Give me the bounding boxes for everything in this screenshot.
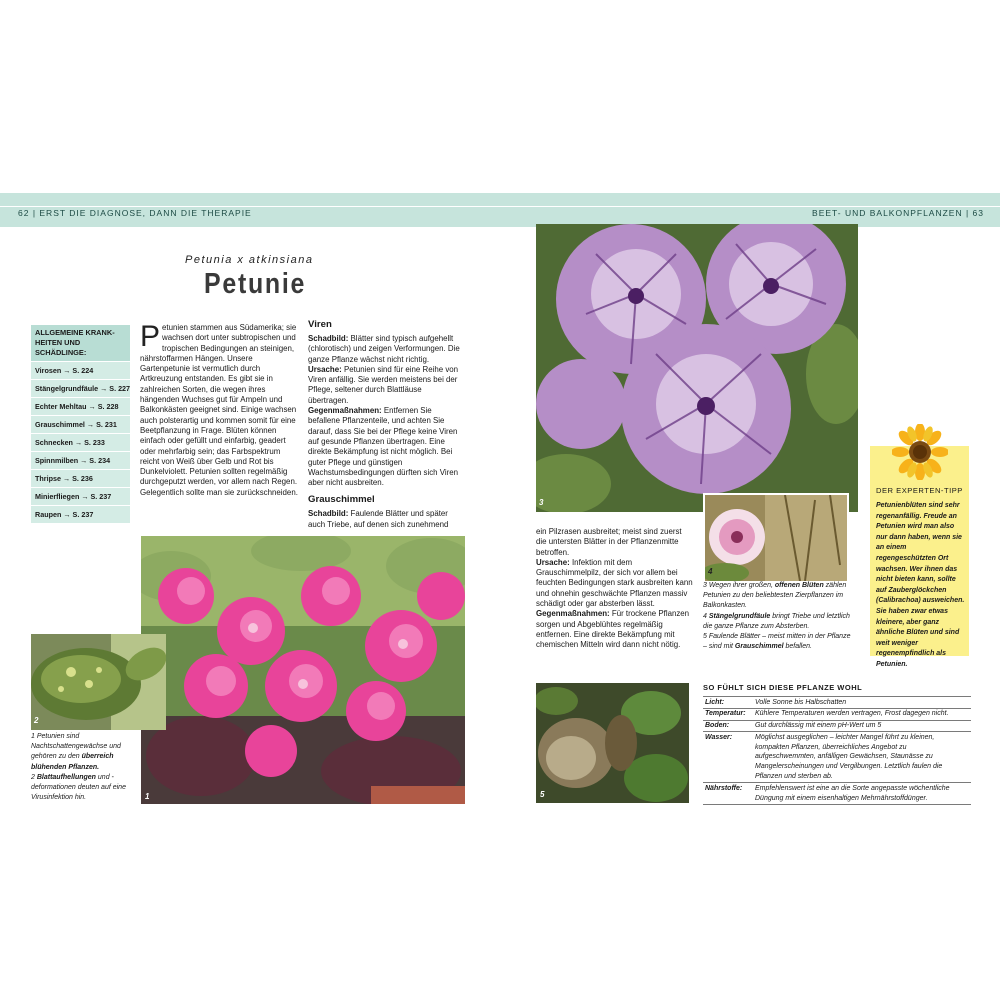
latin-name: Petunia x atkinsiana (185, 254, 314, 266)
label-schadbild: Schadbild: (308, 334, 349, 343)
caption-right (703, 581, 853, 652)
care-table (703, 696, 971, 805)
sidebar-item: Thripse → S. 236 (31, 469, 130, 487)
sidebar-item: Minierfliegen → S. 237 (31, 487, 130, 505)
photo-number: 2 (34, 716, 39, 725)
care-value: Volle Sonne bis Halbschatten (753, 697, 971, 709)
photo-virus-leaf (31, 634, 166, 730)
caption-5: 5 Faulende Blätter – meist mitten in der Pflanze – sind mit Grauschimmel befallen. (703, 633, 851, 651)
sidebar-item: Schnecken → S. 233 (31, 433, 130, 451)
caption-2: 2 Blattaufhellungen und -deformationen deuten auf eine Virusinfektion hin. (31, 773, 126, 802)
grau-schadbild: Faulende Blätter und später auch Triebe, auf denen sich zunehmend (308, 509, 449, 529)
table-row (703, 783, 971, 805)
caption-4: 4 Stängelgrundfäule bringt Triebe und letztlich die ganze Pflanze zum Absterben. (703, 612, 850, 630)
sidebar-item: Echter Mehltau → S. 228 (31, 397, 130, 415)
tip-body: Petunienblüten sind sehr regenanfällig. Freude an Petunien wird man also nur dann haben, wenn sie an einem regengeschützten Ort wachsen. Wer ihnen das nicht bieten kann, sollte auf Zauberglöckchen (Calibrachoa) ausweichen. Sie haben zwar etwas kleinere, aber ganz ähnliche Blüten und sind weit weniger regenempfindlich als Petunien. (876, 502, 965, 668)
running-header-left: 62 | ERST DIE DIAGNOSE, DANN DIE THERAPIE (18, 208, 252, 218)
sunflower-icon (892, 424, 948, 480)
drop-cap: P (140, 320, 161, 353)
photo-number: 3 (539, 498, 544, 507)
sidebar-item: Grauschimmel → S. 231 (31, 415, 130, 433)
photo-grey-mould (536, 683, 689, 803)
header-divider (0, 206, 1000, 207)
table-row (703, 720, 971, 732)
viren-ursache: Petunien sind für eine Reihe von Viren anfällig. Sie werden meistens bei der Pflege, seltener durch Blattläuse übertragen. (308, 364, 459, 405)
grau-ursache: Infektion mit dem Grauschimmelpilz, der sich vor allem bei feuchten Bedingungen stark ausbreiten kann und ohnehin geschwächte Pflanzen massiv schädigt oder gar absterben lässt. (536, 557, 693, 609)
grau-schadbild-cont: ein Pilzrasen ausbreitet; meist sind zuerst die untersten Blätter in der Pflanzenmitte betroffen. (536, 527, 682, 557)
table-row (703, 732, 971, 783)
sidebar-item: Stängelgrundfäule → S. 227 (31, 379, 130, 397)
sidebar-item: Spinnmilben → S. 234 (31, 451, 130, 469)
table-row (703, 708, 971, 720)
intro-paragraph: etunien stammen aus Südamerika; sie wachsen dort unter subtropischen und tropischen Bedingungen an steinigen, nährstoffarmen Hängen. Unsere Gartenpetunie ist vermutlich durch Artkreuzung entstanden. Es gibt sie in zahlreichen Sorten, die wegen ihres hängenden Wuchses gut für Ampeln und Balkonkästen geeignet sind. Einige wachsen auch polsterartig und kommen somit für eine Beetpflanzung in Frage. Blüten können einfach oder gefüllt und einfarbig, geadert oder mehrfarbig sein; das Farbspektrum reicht von Weiß über Gelb und Rot bis Dunkelviolett. Petunien sollten regelmäßig durchgeputzt werden, vor allem nach Regen. Gelegentlich sollte man sie zurückschneiden. (140, 323, 298, 497)
sidebar-item: Raupen → S. 237 (31, 505, 130, 523)
care-key: Temperatur: (703, 708, 753, 720)
viren-schadbild: Blätter sind typisch aufgehellt (chlorotisch) und zeigen Verformungen. Die ganze Pflanze wächst nicht richtig. (308, 334, 460, 364)
photo-number: 4 (708, 567, 713, 576)
caption-1: 1 Petunien sind Nachtschattengewächse und gehören zu den überreich blühenden Pflanzen. (31, 733, 121, 771)
care-heading: SO FÜHLT SICH DIESE PFLANZE WOHL (703, 683, 863, 692)
label-gegenmassnahmen: Gegenmaßnahmen: (308, 406, 382, 416)
sidebar-heading: ALLGEMEINE KRANK-HEITEN UND SCHÄDLINGE: (31, 325, 130, 361)
photo-stem-rot (703, 493, 849, 583)
care-key: Wasser: (703, 732, 753, 783)
section-heading-grauschimmel: Grauschimmel (308, 494, 375, 506)
photo-purple-petunias (536, 224, 858, 512)
care-value: Kühlere Temperaturen werden vertragen, Frost dagegen nicht. (753, 708, 971, 720)
grauschimmel-continued (536, 527, 694, 651)
tip-heading: DER EXPERTEN-TIPP (876, 486, 963, 495)
disease-column (308, 319, 462, 530)
sidebar-item: Virosen → S. 224 (31, 361, 130, 379)
care-value: Möglichst ausgeglichen – leichter Mangel führt zu kleinen, kompakten Pflanzen, überreichliches Angebot zu aufgeschwemmten, anfälligen Gewächsen, Staunässe zu Mangelerscheinungen und Vergilbungen. Letztlich faulen die Pflanzen und sterben ab. (753, 732, 971, 783)
photo-number: 1 (145, 792, 150, 801)
care-key: Licht: (703, 697, 753, 709)
caption-3: 3 Wegen ihrer großen, offenen Blüten zählen Petunien zu den beliebtesten Zierpflanzen im Balkonkasten. (703, 582, 847, 610)
care-value: Gut durchlässig mit einem pH-Wert um 5 (753, 720, 971, 732)
page-title: Petunie (204, 268, 307, 300)
section-heading-viren: Viren (308, 319, 332, 330)
expert-tip-box (870, 446, 969, 668)
photo-number: 5 (540, 790, 545, 799)
running-header-right: BEET- UND BALKONPFLANZEN | 63 (812, 208, 984, 218)
care-value: Empfehlenswert ist eine an die Sorte angepasste wöchentliche Düngung mit einem eisenhaltigen Mehrnährstoffdünger. (753, 783, 971, 805)
label-gegenmassnahmen: Gegenmaßnahmen: (536, 609, 610, 619)
caption-left (31, 732, 137, 803)
grau-gegenmassnahmen: Für trockene Pflanzen sorgen und Abgeblühtes regelmäßig entfernen. Eine direkte Bekämpfung mit chemischen Mitteln wird dann nicht nötig. (536, 609, 690, 650)
label-schadbild: Schadbild: (308, 509, 349, 519)
intro-text (140, 320, 298, 498)
label-ursache: Ursache: (308, 364, 342, 374)
viren-gegenmassnahmen: Entfernen Sie befallene Pflanzenteile, und achten Sie darauf, dass Sie bei der Pflege keine Viren auf gesunde Pflanzen übertragen. Eine direkte Bekämpfung ist nicht möglich. Bei guter Pflege und günstigen Wachstumsbedingungen dürften sich Viren aber nicht ausbreiten. (308, 406, 459, 488)
disease-sidebar (31, 325, 130, 523)
table-row (703, 697, 971, 709)
care-key: Nährstoffe: (703, 783, 753, 805)
care-key: Boden: (703, 720, 753, 732)
label-ursache: Ursache: (536, 557, 570, 567)
photo-pink-petunias (141, 536, 465, 804)
